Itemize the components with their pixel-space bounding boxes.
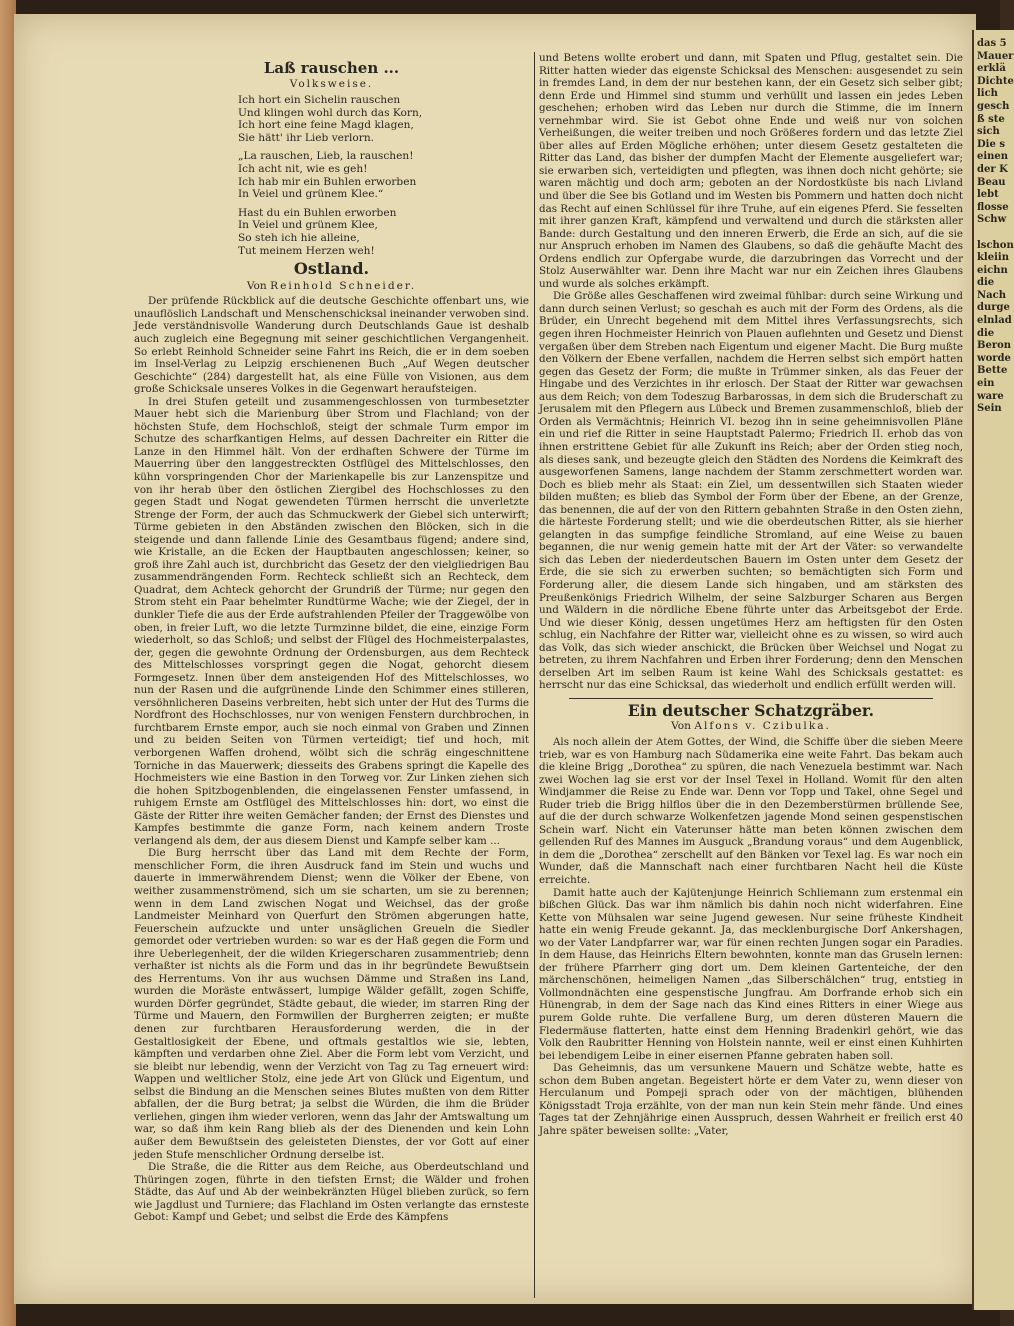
- poem-line: In Veiel und grünem Klee.“: [238, 188, 384, 201]
- article-paragraph: Die Größe alles Geschaffenen wird zweimal fühlbar: durch seine Wirkung und dann durch seinen Verlust; so geschah es auch mit der Form des Ordens, als die Brüder, ein Unrecht begehend mit dem Mittel ihres Verfassungsrechts, sich gegen ihren Hochmeister Heinrich von Plauen auflehnten und Gesetz und Dienst vergaßen über dem Streben nach Eigentum und eigener Macht. Die Burg mußte den Völkern der Ebene verfallen, nachdem die Herren selbst sich empört hatten gegen das Gesetz der Form; die mußte in Trümmer sinken, als das Feuer der Hingabe und des Verzichtes in ihr erlosch. Der Staat der Ritter war gewachsen aus dem Reich; von dem Todeszug Barbarossas, in dem sich die Bruderschaft zu Jerusalem mit den Pflegern aus Lübeck und Bremen zusammenschloß, blieb der Orden als Vermächtnis; Heinrich VI. bezog ihn in seine geheimnisvollen Pläne ein und rief die Ritter in seine Hauptstadt Palermo; Friedrich II. erhob das von ihnen erstrittene Gebiet für alle Zukunft ins Reich; aber der Orden stieg noch, als dieses sank, und bezeugte gleich den Städten des Nordens die Keimkraft des ausgeworfenen Samens, lange nachdem der Stamm zerschmettert worden war. Doch es blieb mehr als Staat: ein Ziel, um dessentwillen sich Staaten wieder bilden mußten; es blieb das Symbol der Form über der Ebene, an der Grenze, das benennen, die auf der von den Rittern gebahnten Straße in den Osten ziehn, die härteste Forderung stellt; und wie die oberdeutschen Ritter, als sie hierher gelangten in das sumpfige feindliche Stromland, auf eine Weise zu bauen begannen, die nur wenig gemein hatte mit der Art der Väter: so verwandelte sich das Leben der niederdeutschen Bauern im Osten unter dem Gesetz der Erde, die sie sich zu erwerben suchten; so bemächtigten sich Form und Forderung aller, die diesem Lande sich hingaben, und am stärksten des Preußenkönigs Friedrich Wilhelm, der seine Salzburger Scharen aus Bergen und Wäldern in die nördliche Ebene führte unter das Arbeitsgebot der Erde. Und wie dieser König, dessen ungetümes Herz am heftigsten für den Osten schlug, ein Nachfahre der Ritter war, vielleicht ohne es zu wissen, so wird auch das Volk, das sich wieder anschickt, die Brücken über Weichsel und Nogat zu betreten, zu ihrem Nachfahren und Erben ihrer Forderung; denn den Menschen derselben Art im selben Raum ist keine Wahl des Schicksals gestattet: es herrscht nur das eine Schicksal, das wiederholt und endlich erfüllt werden will.: [539, 290, 963, 692]
- adjacent-page-fragments: das 5 Mauer erklä Dichte lich gesch ß ste sich Die s einen der K Beau lebt flosse Schw lschon kleiin eichn die Nach durge elnlad die Beron worde Bette ein ware Sein: [977, 38, 1014, 415]
- poem-stanza: [238, 94, 529, 144]
- article-byline: [539, 720, 963, 733]
- article-intro: Der prüfende Rückblick auf die deutsche Geschichte offenbart uns, wie unauflöslich Landschaft und Menschenschicksal ineinander verwoben sind. Jede verständnisvolle Wanderung durch Deutschlands Gaue ist deshalb auch zugleich eine Begegnung mit seiner geschichtlichen Vergangenheit. So erlebt Reinhold Schneider seine Fahrt ins Reich, die er in dem soeben im Insel-Verlag zu Leipzig erschienenen Buch „Auf Wegen deutscher Geschichte“ (284) dargestellt hat, als eine Fülle von Visionen, aus dem große Schicksale unseres Volkes in die Gegenwart heraufsteigen.: [134, 295, 529, 396]
- poem-line: Ich hort ein Sichelin rauschen: [238, 94, 401, 107]
- article-paragraph: Die Burg herrscht über das Land mit dem Rechte der Form, menschlicher Form, die ihren Ausdruck fand im Stein und wuchs und dauerte in immerwährendem Dienst; wenn die Völker der Ebene, von weither zusammenströmend, sich um sie scharten, um sie zu berennen; wenn in dem Land zwischen Nogat und Weichsel, das der große Landmeister Meinhard von Querfurt den Strömen abgerungen hatte, Feuerschein aufzuckte und unter unsäglichen Greueln die Siedler gemordet oder vertrieben wurden: so war es der Haß gegen die Form und ihre Ueberlegenheit, der die wilden Kriegerscharen zusammentrieb; denn verhaßter ist nichts als die Form und das in ihr begründete Bewußtsein des Herrentums. Von ihr aus wuchsen Dämme und Straßen ins Land, wurden die Moräste entwässert, lumpige Wälder gefällt, zogen Schiffe, wurden Dörfer gegründet, Städte gebaut, die wieder, im starren Ring der Türme und Mauern, den Formwillen der Burgherren zeigten; er mußte denen zur furchtbaren Herausforderung werden, die in der Gestaltlosigkeit der Ebene, und oftmals gestaltlos wie sie, lebten, kämpften und verdarben ohne Ziel. Aber die Form lebt vom Verzicht, und sie bleibt nur lebendig, wenn der Verzicht von Tag zu Tag erneuert wird: Wappen und weltlicher Stolz, eine jede Art von Glück und Eigentum, und selbst die Bindung an die Menschen seines Blutes mußten von dem Ritter abfallen, der die Burg betrat; ja selbst die Würden, die ihm die Brüder verliehen, gingen ihm wieder verloren, wenn das Jahr der Amtswaltung um war, so daß ihm kein Rang blieb als der des Dienenden und kein Lohn außer dem Bewußtsein des geleisteten Dienstes, der vor Gott auf einer jeden Stufe menschlicher Ordnung derselbe ist.: [134, 847, 529, 1161]
- poem-stanza: [238, 150, 529, 200]
- left-column: [134, 52, 529, 1224]
- article-paragraph: Die Straße, die die Ritter aus dem Reiche, aus Oberdeutschland und Thüringen zogen, führte in den tiefsten Ernst; die Wälder und frohen Städte, das Auf und Ab der weinbekränzten Hügel blieben zurück, so fern wie Jagdlust und Turniere; das Flachland im Osten verlangte das ernsteste Gebot: Kampf und Gebet; und selbst die Erde des Kämpfens: [134, 1161, 529, 1224]
- poem-stanza: [238, 207, 529, 257]
- byline-prefix: Von: [246, 279, 267, 292]
- poem-line: Sie hätt' ihr Lieb verlorn.: [238, 131, 375, 144]
- article-paragraph: Als noch allein der Atem Gottes, der Wind, die Schiffe über die sieben Meere trieb, war es von Hamburg nach Südamerika eine weite Fahrt. Das bekam auch die kleine Brigg „Dorothea“ zu spüren, die nach Venezuela bestimmt war. Nach zwei Wochen lag sie erst vor der Insel Texel in Holland. Womit für den alten Windjammer die Reise zu Ende war. Denn vor Topp und Takel, ohne Segel und Ruder trieb die Brigg hilflos über die in den Dezemberstürmen brüllende See, auf die der durch schwarze Wolkenfetzen jagende Mond seinen gespenstischen Schein warf. Nicht ein Vaterunser hätte man beten können zwischen dem gellenden Ruf des Mannes im Ausguck „Brandung voraus“ und dem Augenblick, in dem die „Dorothea“ zerschellt auf den Bänken vor Texel lag. Es war noch ein Wunder, daß die Mannschaft nach einer furchtbaren Nacht heil die Küste erreichte.: [539, 735, 963, 886]
- article-continuation: und Betens wollte erobert und dann, mit Spaten und Pflug, gestaltet sein. Die Ritter hatten wieder das eigenste Schicksal des Menschen: ausgesendet zu sein in fremdes Land, in dem der nur bestehen kann, der ein Gesetz sich selber gibt; denn Erde und Himmel sind stumm und verhüllt und lassen ein jedes Leben geschehen; erhoben wird das Leben nur durch die Stimme, die im Innern vernehmbar wird. Sie ist Gebot ohne Ende und weiß nur von solchen Verheißungen, die weiter treiben und noch Größeres fordern und das letzte Ziel über alles auf Erden Mögliche erhöhen; unter diesem Gesetz gestalteten die Ritter das Land, das bisher der dumpfen Macht der Elemente ausgeliefert war; sie erwarben sich, verteidigten und pflegten, was ihnen doch nicht gehörte; sie waren mächtig und doch arm; geboten an der Nordostküste bis nach Livland und über die See bis Gotland und im Westen bis Pommern und hatten doch nicht das Recht auf einen Schlüssel für ihre Truhe, auf ein eigenes Pferd. Sie fesselten mit ihrer ganzen Kraft, kämpfend und verwaltend und durch die stärksten aller Bande: durch Gestaltung und den inneren Erwerb, die Erde an sich, auf die sie nur Anspruch erhoben im Namen des Glaubens, so daß die gehäufte Macht des Ordens endlich zur Opfergabe wurde, die darzubringen das Vorrecht und der Stolz Auserwählter war. Denn ihre Macht war nur ein Zeichen ihres Glaubens und wurde als solches erkämpft.: [539, 52, 963, 290]
- poem-line: In Veiel und grünem Klee,: [238, 219, 378, 232]
- poem-line: Hast du ein Buhlen erworben: [238, 206, 397, 219]
- poem-title: Laß rauschen ...: [263, 59, 400, 77]
- article-byline: [134, 280, 529, 293]
- article-title-ostland: Ostland.: [293, 259, 370, 279]
- byline-author: Alfons v. Czibulka.: [694, 720, 831, 733]
- poem-line: „La rauschen, Lieb, la rauschen!: [238, 150, 414, 163]
- poem-line: Ich hab mir ein Buhlen erworben: [238, 175, 417, 188]
- section-rule: [569, 698, 933, 699]
- article-title-schatzgraeber: Ein deutscher Schatzgräber.: [627, 700, 875, 720]
- byline-prefix: Von: [671, 720, 691, 733]
- article-paragraph: Das Geheimnis, das um versunkene Mauern und Schätze webte, hatte es schon dem Buben angetan. Begeistert hörte er dem Vater zu, wenn dieser von Herculanum und Pompeji sprach oder von der mächtigen, blühenden Königsstadt Troja erzählte, von der man nun kein Stein mehr fände. Und eines Tages tat der Zehnjährige einen Ausspruch, dessen Wahrheit er freilich erst 40 Jahre später beweisen sollte: „Vater,: [539, 1062, 963, 1137]
- adjacent-page-edge: [972, 30, 1014, 1310]
- poem-subtitle: Volksweise.: [289, 77, 374, 90]
- column-divider: [534, 52, 535, 1298]
- article-paragraph: Damit hatte auch der Kajütenjunge Heinrich Schliemann zum erstenmal ein bißchen Glück. Das war ihm nämlich bis dahin noch nicht widerfahren. Eine Kette von Mühsalen war seine Jugend gewesen. Nur seine früheste Kindheit hatte ein wenig Freude gekannt. Ja, das mecklenburgische Dorf Ankershagen, wo der Vater Landpfarrer war, war für einen rechten Jungen sogar ein Paradies. In dem Hause, das Heinrichs Eltern bewohnten, konnte man das Gruseln lernen: der frühere Pfarrherr ging dort um. Dem kleinen Gartenteiche, der den märchenschönen, heimeligen Namen „das Silberschälchen“ trug, entstieg in Vollmondnächten eine gespenstische Jungfrau. Am Dorfrande erhob sich ein Hünengrab, in dem der Sage nach das Kind eines Ritters in einer Wiege aus purem Golde ruhte. Die verfallene Burg, um deren düsteren Mauern die Fledermäuse flatterten, hatte einst dem Henning Bradenkirl gehört, wie das Volk den Raubritter Henning von Holstein nannte, weil er einst einen Kuhhirten bei lebendigem Leibe in einer eisernen Pfanne gebraten haben soll.: [539, 886, 963, 1062]
- byline-author: Reinhold Schneider.: [270, 279, 417, 292]
- article-paragraph: In drei Stufen geteilt und zusammengeschlossen von turmbesetzter Mauer hebt sich die Marienburg über Strom und Flachland; von der höchsten Stufe, dem Hochschloß, steigt der schmale Turm empor im Schutze des scharfkantigen Helms, auf dessen Dachreiter ein Ritter die Lanze in den Himmel hält. Von der erdhaften Schwere der Türme im Mauerring über den langgestreckten Ostflügel des Mittelschlosses, den kühn vorspringenden Chor der Marienkapelle bis zur Lanzenspitze und von ihr herab über den östlichen Ziergibel des Hochschlosses zu den gegen Stadt und Nogat gewendeten Türmen herrscht die unverletzte Strenge der Form, der auch das Schmuckwerk der Giebel sich unterwirft; Türme gebieten in den Abständen zwischen den Blöcken, sich in die steigende und dann fallende Linie des Gesamtbaus fügend; andere sind, wie Kristalle, an die Ecken der Hauptbauten angeschlossen; keiner, so groß ihre Zahl auch ist, durchbricht das Gesetz der den vielgliedrigen Bau zusammendrängenden Form. Rechteck schließt sich an Rechteck, dem Quadrat, dem Achteck gehorcht der Grundriß der Türme; nur gegen den Strom steht ein Paar behelmter Rundtürme Wache; wie der Ziegel, der in dunkler Tiefe die aus der Erde aufstrahlenden Pfeiler der Traggewölbe von oben, in freier Luft, wo die letzte Turmzinne bildet, die eine, einzige Form wiederholt, so das Schloß; und selbst der Flügel des Hochmeisterpalastes, der, gegen die gewohnte Ordnung der Ordensburgen, aus dem Rechteck des Mittelschlosses vorspringt gegen die Nogat, gehorcht diesem Formgesetz. Innen über dem ansteigenden Hof des Mittelschlosses, wo nun der Rasen und die aufgrünende Linde den Schimmer eines stilleren, versöhnlicheren Daseins verbreiten, hebt sich unter der Hut des Turms die Nordfront des Hochschlosses, nur von wenigen Fenstern durchbrochen, in furchtbarem Ernste empor, auch sie noch einmal von Graben und Zinnen und zu beiden Seiten von Türmen verteidigt; tief und hoch, mit verborgenen Waffen drohend, wölbt sich die schräg eingeschnittene Torniche in das Mauerwerk; diesseits des Grabens springt die Kapelle des Hochmeisters wie eine Bastion in den Torweg vor. Zur Linken ziehen sich die hohen Spitzbogenblenden, die eingelassenen Fenster umfassend, in ruhigem Ernste am Ostflügel des Mittelschlosses hin: dort, wo einst die Gäste der Ritter ihre weiten Gemächer fanden; der Ernst des Dienstes und Kampfes bestimmte die ganze Form, nach keinem andern Troste verlangend als dem, der aus diesem Dienst und Kampfe selber kam ...: [134, 395, 529, 847]
- poem-line: Und klingen wohl durch das Korn,: [238, 106, 423, 119]
- right-column: [539, 52, 963, 1137]
- poem-line: Ich hort eine feine Magd klagen,: [238, 119, 414, 132]
- poem-line: Ich acht nit, wie es geh!: [238, 163, 368, 176]
- poem-line: So steh ich hie alleine,: [238, 232, 360, 245]
- poem-stanzas: [134, 94, 529, 257]
- poem-line: Tut meinem Herzen weh!: [238, 244, 375, 257]
